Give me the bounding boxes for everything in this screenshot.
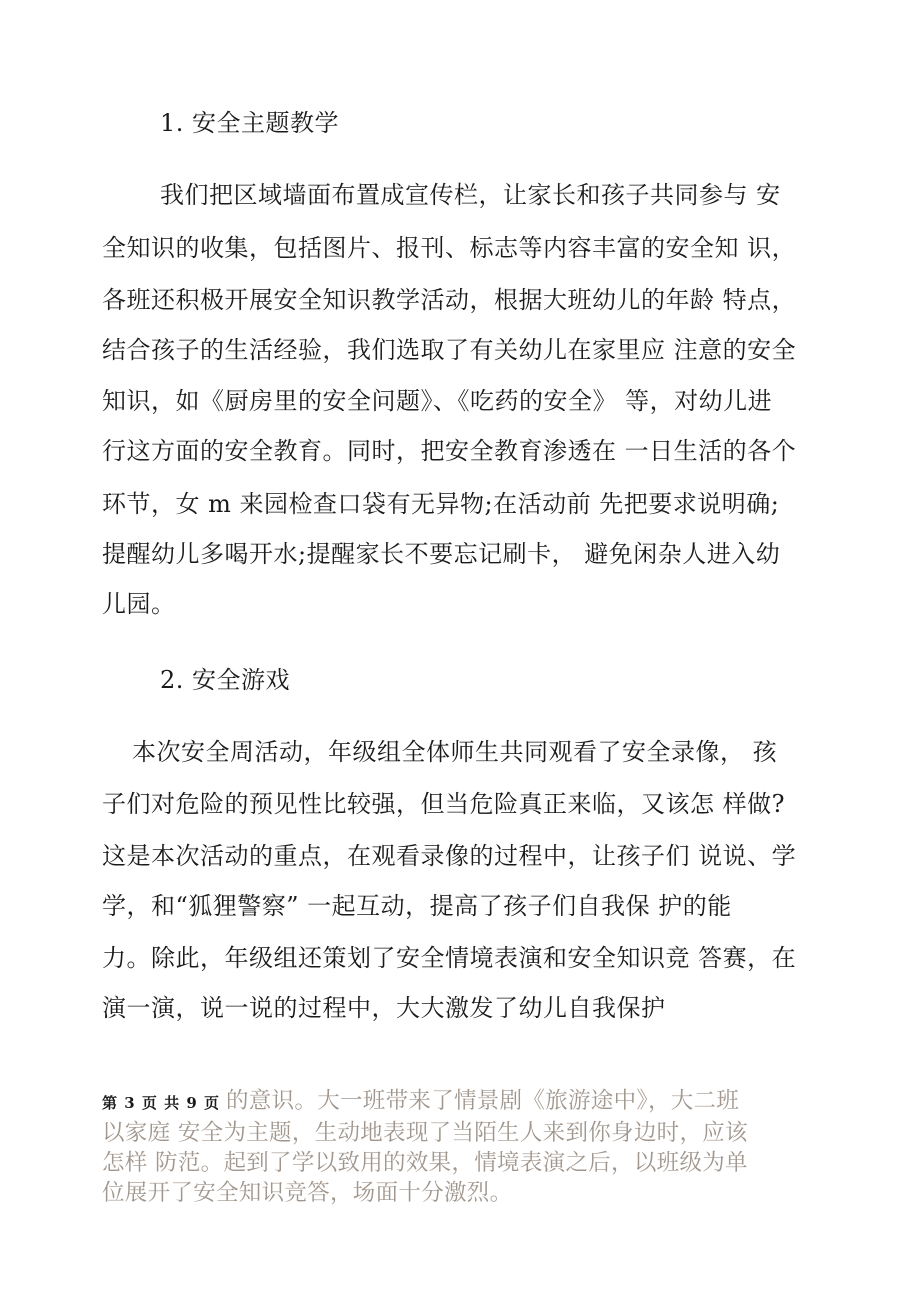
section1-heading: 1. 安全主题教学 bbox=[160, 109, 340, 137]
footer-text: 的意识。大一班带来了情景剧《旅游途中》，大二班 bbox=[226, 1088, 740, 1114]
paragraph-line: 演一演，说一说的过程中，大大激发了幼儿自我保护 bbox=[102, 994, 666, 1022]
paragraph-line: 环节，女 m 来园检查口袋有无异物;在活动前 先把要求说明确; bbox=[102, 490, 780, 518]
paragraph-line: 行这方面的安全教育。同时，把安全教育渗透在 一日生活的各个 bbox=[102, 437, 797, 465]
paragraph-line: 结合孩子的生活经验，我们选取了有关幼儿在家里应 注意的安全 bbox=[102, 336, 797, 364]
paragraph-line: 提醒幼儿多喝开水;提醒家长不要忘记刷卡， 避免闲杂人进入幼 bbox=[102, 540, 781, 568]
paragraph-line: 子们对危险的预见性比较强，但当危险真正来临，又该怎 样做? bbox=[102, 790, 785, 818]
paragraph-line: 我们把区域墙面布置成宣传栏，让家长和孩子共同参与 安 bbox=[160, 181, 781, 209]
paragraph-line: 全知识的收集，包括图片、报刊、标志等内容丰富的安全知 识， bbox=[102, 234, 797, 262]
paragraph-line: 这是本次活动的重点，在观看录像的过程中，让孩子们 说说、学 bbox=[102, 842, 797, 870]
page-number: 第 3 页 共 9 页 bbox=[102, 1094, 220, 1112]
footer-line: 位展开了安全知识竞答，场面十分激烈。 bbox=[102, 1180, 513, 1206]
footer-line: 以家庭 安全为主题，生动地表现了当陌生人来到你身边时，应该 bbox=[102, 1120, 748, 1146]
footer-line: 怎样 防范。起到了学以致用的效果，情境表演之后，以班级为单 bbox=[102, 1150, 748, 1176]
footer-line bbox=[102, 1086, 822, 1118]
paragraph-line: 力。除此，年级组还策划了安全情境表演和安全知识竞 答赛，在 bbox=[102, 944, 797, 972]
paragraph-line: 知识，如《厨房里的安全问题》、《吃药的安全》 等，对幼儿进 bbox=[102, 387, 773, 415]
section2-heading: 2. 安全游戏 bbox=[160, 666, 291, 694]
paragraph-line: 各班还积极开展安全知识教学活动，根据大班幼儿的年龄 特点， bbox=[102, 286, 797, 314]
paragraph-line: 儿园。 bbox=[102, 590, 176, 618]
paragraph-line: 本次安全周活动，年级组全体师生共同观看了安全录像， 孩 bbox=[132, 738, 778, 766]
paragraph-line: 学，和“狐狸警察” 一起互动，提高了孩子们自我保 护的能 bbox=[102, 892, 732, 920]
footer-continuation bbox=[102, 1086, 822, 1208]
